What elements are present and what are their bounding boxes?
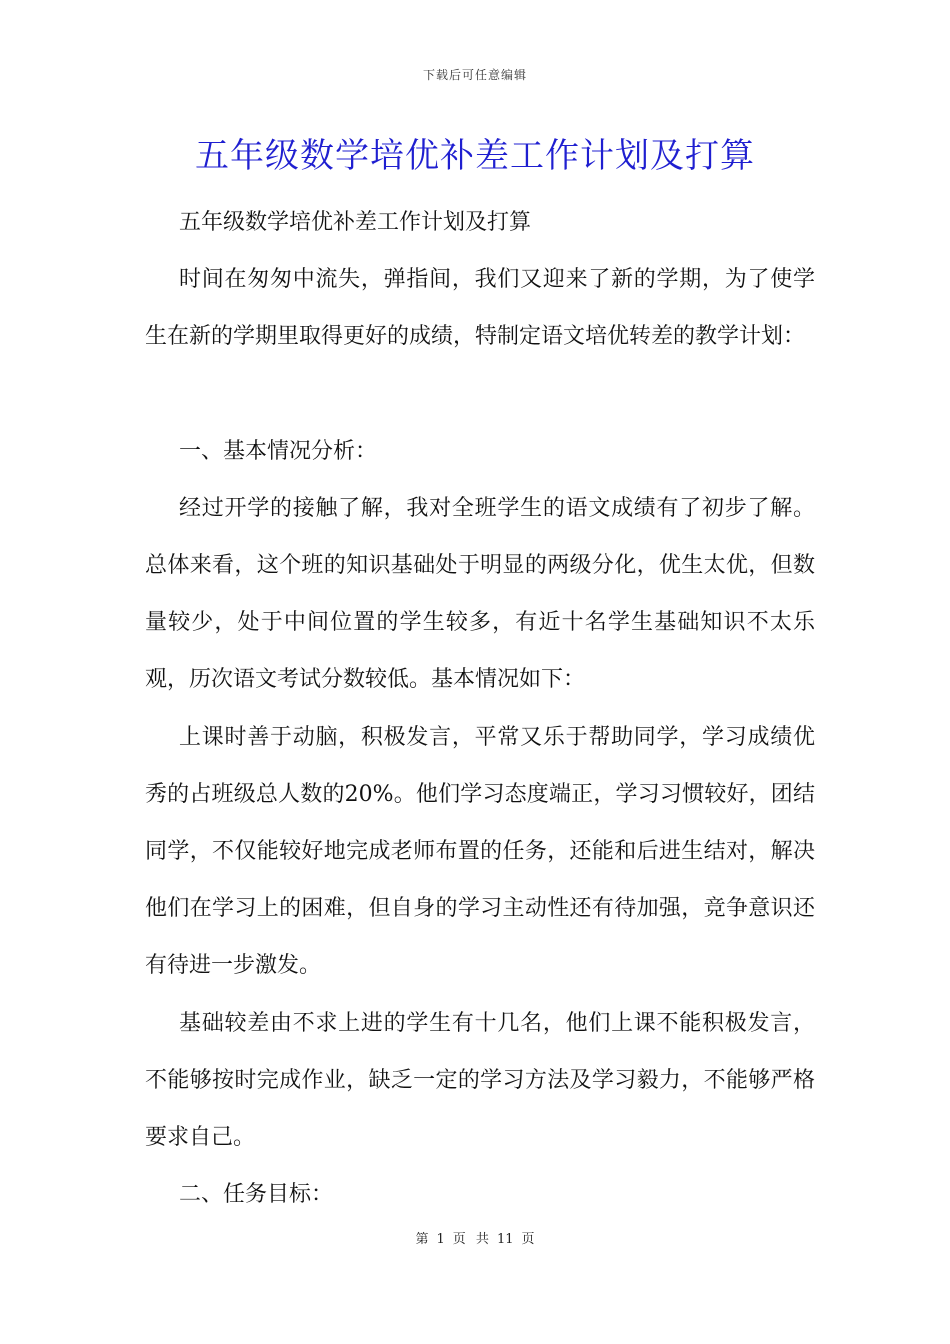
weak-students-paragraph: 基础较差由不求上进的学生有十几名，他们上课不能积极发言，不能够按时完成作业，缺乏一定的学习方法及学习毅力，不能够严格要求自己。 [145, 1011, 815, 1150]
section-heading-task-goals: 二、任务目标： [179, 1182, 334, 1207]
header-note: 下载后可任意编辑 [422, 68, 527, 82]
document-title: 五年级数学培优补差工作计划及打算 [195, 136, 755, 176]
current-page-number: 1 [436, 1232, 445, 1247]
page-label-suffix: 页 [521, 1232, 535, 1247]
page-footer [0, 1228, 950, 1247]
intro-paragraph: 时间在匆匆中流失，弹指间，我们又迎来了新的学期，为了使学生在新的学期里取得更好的成绩，特制定语文培优转差的教学计划： [145, 267, 815, 349]
good-students-paragraph: 上课时善于动脑，积极发言，平常又乐于帮助同学，学习成绩优秀的占班级总人数的20%。他们学习态度端正，学习习惯较好，团结同学，不仅能较好地完成老师布置的任务，还能和后进生结对，解决他们在学习上的困难，但自身的学习主动性还有待加强，竞争意识还有待进一步激发。 [145, 725, 815, 978]
page-label-prefix: 第 [415, 1232, 429, 1247]
analysis-paragraph: 经过开学的接触了解，我对全班学生的语文成绩有了初步了解。总体来看，这个班的知识基础处于明显的两级分化，优生太优，但数量较少，处于中间位置的学生较多，有近十名学生基础知识不太乐观，历次语文考试分数较低。基本情况如下： [145, 496, 815, 692]
total-pages-number: 11 [496, 1232, 514, 1247]
section-heading-basic-analysis: 一、基本情况分析： [179, 439, 378, 464]
page-label-mid: 页 共 [452, 1232, 489, 1247]
document-subtitle: 五年级数学培优补差工作计划及打算 [179, 210, 532, 235]
